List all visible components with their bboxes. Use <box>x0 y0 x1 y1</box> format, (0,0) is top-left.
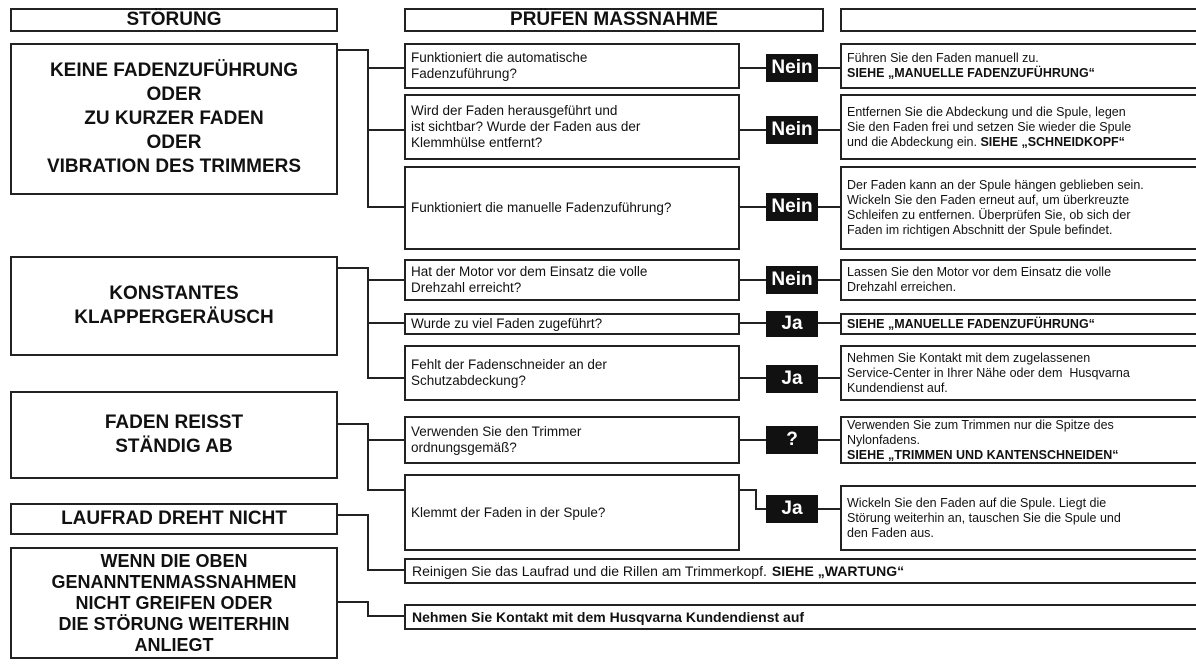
check-auto-feed: Funktioniert die automatische Fadenzuführung? <box>404 43 740 89</box>
action-text: Entfernen Sie die Abdeckung und die Spule, legen Sie den Faden frei und setzen Sie wieder die Spule und die Abdeckung ein. <box>847 104 1132 149</box>
fault-line-breaks: FADEN REISST STÄNDIG AB <box>10 391 338 479</box>
check-engine-speed: Hat der Motor vor dem Einsatz die volle Drehzahl erreicht? <box>404 259 740 301</box>
action-text: Wickeln Sie den Faden auf die Spule. Liegt die Störung weiterhin an, tauschen Sie die Spule und den Faden aus. <box>847 495 1121 540</box>
answer-badge-ja: Ja <box>766 365 818 393</box>
check-line-cutter: Fehlt der Fadenschneider an der Schutzabdeckung? <box>404 345 740 401</box>
header-action <box>840 8 1196 32</box>
wide-row-reference: SIEHE „WARTUNG“ <box>771 563 905 579</box>
action-reference: SIEHE „MANUELLE FADENZUFÜHRUNG“ <box>847 316 1095 331</box>
action-text: Der Faden kann an der Spule hängen geblieben sein. Wickeln Sie den Faden erneut auf, um überkreuzte Schleifen zu entfernen. Überprüfen Sie, ob sich der Faden im richtigen Abschnitt der Spule befindet. <box>847 178 1144 237</box>
action-text: Führen Sie den Faden manuell zu. <box>847 51 1039 65</box>
answer-badge-nein: Nein <box>766 54 818 82</box>
fault-measures-fail: WENN DIE OBEN GENANNTENMASSNAHMEN NICHT GREIFEN ODER DIE STÖRUNG WEITERHIN ANLIEGT <box>10 547 338 659</box>
action-trim-tip <box>840 416 1196 464</box>
action-cutting-head <box>840 94 1196 160</box>
header-check: PRÜFEN MASSNAHME <box>404 8 824 32</box>
fault-rattling: KONSTANTES KLAPPERGERÄUSCH <box>10 256 338 356</box>
wide-row-clean-wheel <box>404 558 1196 584</box>
action-text: Verwenden Sie zum Trimmen nur die Spitze des Nylonfadens. <box>847 417 1114 447</box>
check-line-stuck: Klemmt der Faden in der Spule? <box>404 474 740 551</box>
wide-row-reference: Nehmen Sie Kontakt mit dem Husqvarna Kundendienst auf <box>412 609 805 625</box>
answer-badge-question: ? <box>766 426 818 454</box>
check-line-visible: Wird der Faden herausgeführt und ist sichtbar? Wurde der Faden aus der Klemmhülse entfernt? <box>404 94 740 160</box>
fault-wheel-not-turning: LAUFRAD DREHT NICHT <box>10 503 338 535</box>
action-full-speed <box>840 259 1196 301</box>
answer-badge-nein: Nein <box>766 116 818 144</box>
action-reference: SIEHE „SCHNEIDKOPF“ <box>980 134 1125 149</box>
action-text: Nehmen Sie Kontakt mit dem zugelassenen Service-Center in Ihrer Nähe oder dem Husqvarna Kundendienst auf. <box>847 350 1130 395</box>
fault-no-feed: KEINE FADENZUFÜHRUNG ODER ZU KURZER FADEN ODER VIBRATION DES TRIMMERS <box>10 43 338 195</box>
answer-badge-ja: Ja <box>766 311 818 337</box>
wide-row-contact-husqvarna <box>404 604 1196 630</box>
check-too-much-line: Wurde zu viel Faden zugeführt? <box>404 313 740 335</box>
answer-badge-ja: Ja <box>766 495 818 523</box>
action-contact-service <box>840 345 1196 401</box>
action-replace-spool <box>840 485 1196 551</box>
action-manual-feed <box>840 43 1196 89</box>
answer-badge-nein: Nein <box>766 193 818 221</box>
action-see-manual-feed <box>840 313 1196 335</box>
action-reference: SIEHE „MANUELLE FADENZUFÜHRUNG“ <box>847 66 1095 80</box>
check-manual-feed: Funktioniert die manuelle Fadenzuführung? <box>404 166 740 250</box>
answer-badge-nein: Nein <box>766 266 818 294</box>
check-trimmer-usage: Verwenden Sie den Trimmer ordnungsgemäß? <box>404 416 740 464</box>
action-text: Lassen Sie den Motor vor dem Einsatz die volle Drehzahl erreichen. <box>847 265 1112 294</box>
action-rewind-line <box>840 166 1196 250</box>
wide-row-text: Reinigen Sie das Laufrad und die Rillen am Trimmerkopf. <box>412 563 767 579</box>
header-fault: STÖRUNG <box>10 8 338 32</box>
action-reference: SIEHE „TRIMMEN UND KANTENSCHNEIDEN“ <box>847 447 1119 462</box>
